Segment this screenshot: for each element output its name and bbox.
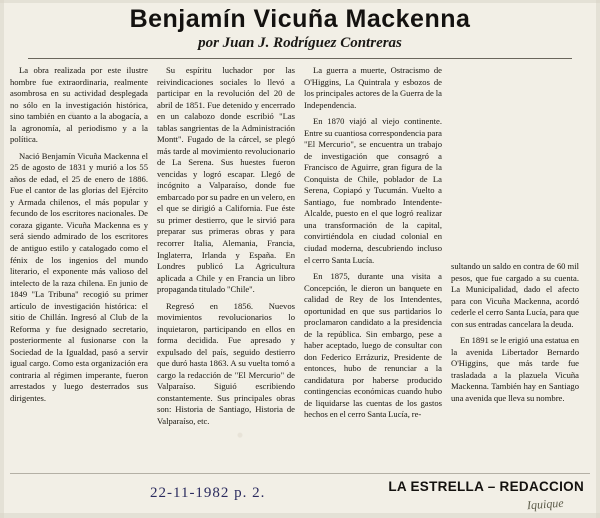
- torn-edge-top: [0, 0, 600, 3]
- paragraph: En 1891 se le erigió una estatua en la avenida Libertador Bernardo O'Higgins, que más tarde fue trasladada a la plazuela Vicuña Mackenna. También hay en Santiago una avenida que lleva su nombre.: [451, 335, 579, 403]
- header-divider: [28, 58, 572, 59]
- publication-name: LA ESTRELLA – REDACCION: [388, 479, 584, 494]
- paragraph: sultando un saldo en contra de 60 mil pesos, que fue cargado a su cuenta. La Municipalidad, dado el afecto para con Vicuña Mackenna, acordó cederle el cerro Santa Lucía, para que con sus entradas cancelara la deuda.: [451, 261, 579, 329]
- article-headline: Benjamín Vicuña Mackenna: [129, 5, 471, 33]
- paragraph: Su espíritu luchador por las reivindicaciones sociales lo llevó a participar en la revolución del 20 de abril de 1851. Fue detenido y encerrado en un calabozo donde escribió "Las tablas sangrientas de la Administración Montt". Fugado de la cárcel, se plegó más tarde al movimiento revolucionario de La Serena. Sus huestes fueron vencidas y logró escapar. Llegó de incógnito a Valparaíso, donde fue embarcado por su padre en un velero, en el que se dirigió a California. Fue éste su primer destierro, que le sirvió para preparar sus primeras obras y para recorrer Italia, Alemania, Francia, Inglaterra, Irlanda y España. En Londres publicó La Agricultura aplicada a Chile y en Francia un libro propaganda titulado "Chile".: [157, 65, 295, 295]
- article-body: [10, 65, 590, 432]
- handwritten-signature: Iquique: [526, 495, 565, 513]
- paragraph: La guerra a muerte, Ostracismo de O'Higgins, La Quintrala y esbozos de los principales actores de la Guerra de la Independencia.: [304, 65, 442, 110]
- article-column-3: [304, 65, 442, 425]
- paragraph: En 1870 viajó al viejo continente. Entre su cuantiosa correspondencia para "El Mercurio", se encuentra un trabajo de investigación que consagró a Francisco de Aguirre, gran figura de la Conquista de Chile, poblador de La Serena, Copiapó y Tucumán. Vuelto a Santiago, fue nombrado Intendente-Alcalde, puesto en el que logró realizar una transformación de la capital, convirtiéndola en ciudad colonial en ciudad moderna, descubriendo incluso el cerro Santa Lucía.: [304, 116, 442, 265]
- clipping-footer: [0, 470, 600, 514]
- paragraph: Regresó en 1856. Nuevos movimientos revolucionarios lo inquietaron, participando en ellos en forma decidida. Fue apresado y expulsado del país, seguido destierro que duró hasta 1863. A su vuelta tomó a cargo la redacción de "El Mercurio" de Valparaíso. Siguió escribiendo constantemente. Sus principales obras son: Historia de Santiago, Historia de Valparaíso, etc.: [157, 300, 295, 426]
- article-column-2: [157, 65, 295, 432]
- article-column-1: [10, 65, 148, 409]
- article-column-4: [451, 65, 579, 409]
- paragraph: En 1875, durante una visita a Concepción, le dieron un banquete en calidad de Rey de los Intendentes, oportunidad en que sus partidarios lo proclamaron candidato a la presidencia de la república. Sin embargo, pese a haber aceptado, luego de consultar con don Federico Errázuriz, Presidente de entonces, hubo de renunciar a la candidatura por haberse producido contingencias económicas cuando hubo de liquidarse las cuentas de los gastos hechos en el cerro Santa Lucía, re-: [304, 271, 442, 420]
- torn-edge-left: [0, 0, 4, 518]
- article-byline: por Juan J. Rodríguez Contreras: [198, 35, 402, 52]
- torn-edge-right: [596, 0, 600, 518]
- column-offset-spacer: [451, 65, 579, 261]
- paragraph: Nació Benjamín Vicuña Mackenna el 25 de agosto de 1831 y murió a los 55 años de edad, el 25 de enero de 1886. Fue el cantor de las glorias del Ejército y Armada chilenos, el más popular y fecundo de los escritores nacionales. De coraza gigante. Vicuña Mackenna es y será siendo admirado de los escritores de antiguo estilo y catalogado como el fénix de los ingenios del mundo literario, el exponente más valioso del intelecto de la raza chilena. En junio de 1849 "La Tribuna" recogió su primer artículo de investigación histórica: el sitio de Chillán. Ingresó al Club de la Reforma y fue designado secretario, posteriormente al fusionarse con la Sociedad de la Igualdad, pasó a servir igual cargo. Como esta organización era contraria al régimen imperante, fueron arrestados y luego desterrados sus dirigentes.: [10, 150, 148, 403]
- paragraph: La obra realizada por este ilustre hombre fue extraordinaria, realmente asombrosa en su actividad desplegada no sólo en la investigación histórica, sino también en cuanto a la abogacía, a la agronomía, al periodismo y a la política.: [10, 65, 148, 145]
- date-stamp: 22-11-1982 p. 2.: [150, 485, 266, 501]
